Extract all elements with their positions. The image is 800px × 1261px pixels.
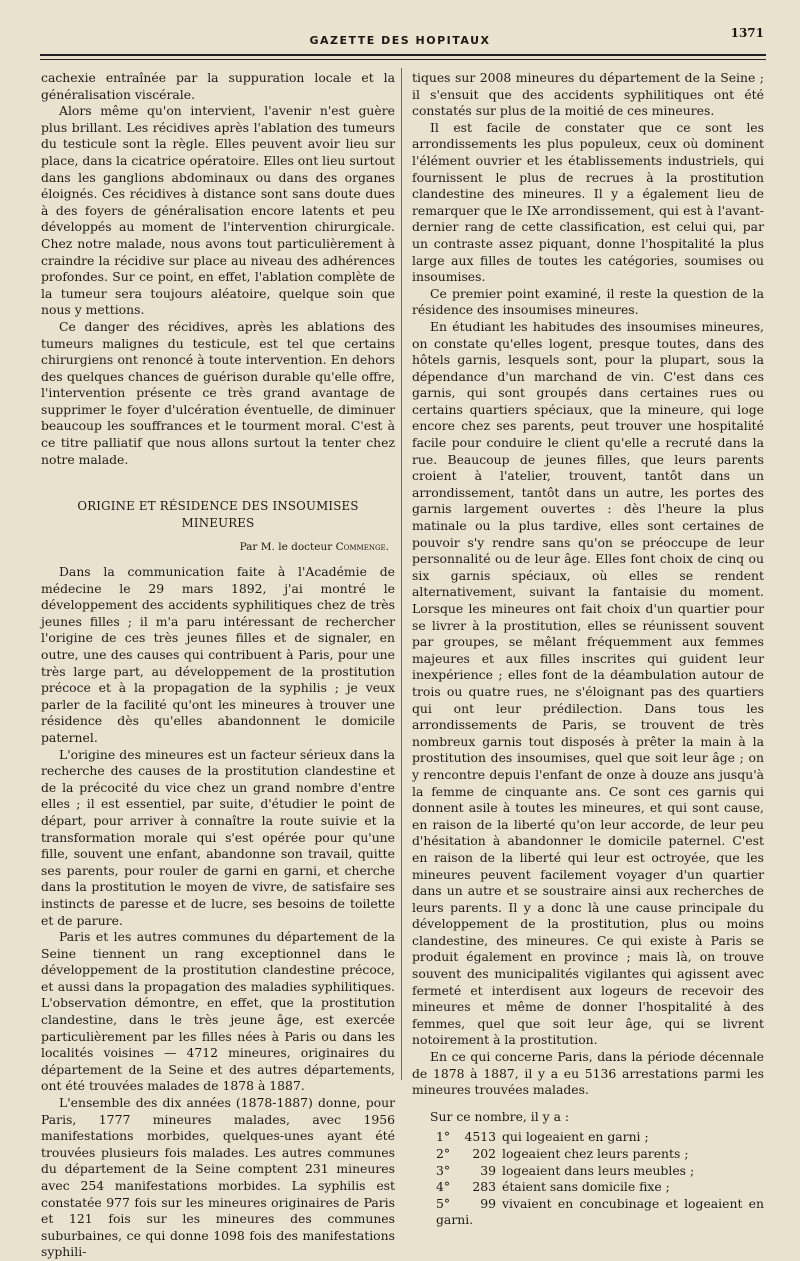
list-item: 4° 283 étaient sans domicile fixe ; bbox=[436, 1179, 670, 1195]
paragraph: Ce danger des récidives, après les ablations des tumeurs malignes du testicule, est tel que certains chirurgiens ont renoncé à toute intervention. En dehors des quelques chances de guérison durable qu'elle offre, l'intervention présente ce très grand avantage de supprimer le foyer d'ulcération éventuelle, de diminuer beaucoup les souffrances et le tourment moral. C'est à ce titre palliatif que nous allons surtout la tenter chez notre malade. bbox=[41, 318, 395, 467]
running-head bbox=[0, 26, 800, 52]
journal-title: GAZETTE DES HOPITAUX bbox=[309, 34, 491, 47]
list-item: 1° 4513 qui logeaient en garni ; bbox=[436, 1129, 649, 1145]
list-item: 5° 99 vivaient en concubinage et logeaient en garni. bbox=[436, 1195, 764, 1228]
paragraph: Il est facile de constater que ce sont les arrondissements les plus populeux, ceux où dominent l'élément ouvrier et les établissements industriels, qui fournissent le plus de recrues à la prostitution clandestine des mineures. Il y a également lieu de remarquer que le IXe arrondissement, qui est à l'avant-dernier rang de cette classification, est celui qui, par un contraste assez piquant, donne l'hospitalité la plus large aux filles de toutes les catégories, soumises ou insoumises. bbox=[412, 119, 764, 285]
column-divider bbox=[401, 68, 402, 1080]
paragraph: En étudiant les habitudes des insoumises mineures, on constate qu'elles logent, presque toutes, dans des hôtels garnis, lesquels sont, pour la plupart, sous la dépendance d'un marchand de vin. C'est dans ces garnis, qui sont groupés dans certaines rues ou certains quartiers spéciaux, que la mineure, qui loge encore chez ses parents, peut trouver une hospitalité facile pour conduire le client qu'elle a recruté dans la rue. Beaucoup de jeunes filles, que leurs parents croient à l'atelier, trouvent, tantôt dans un arrondissement, tantôt dans un autre, les portes des garnis largement ouvertes : dès l'heure la plus matinale ou la plus tardive, elles sont certaines de pouvoir s'y rendre sans qu'on se préoccupe de leur personnalité ou de leur âge. Elles font choix de cinq ou six garnis spéciaux, où elles se rendent alternativement, suivant la fantaisie du moment. Lorsque les mineures ont fait choix d'un quartier pour se livrer à la prostitution, elles se réunissent souvent par groupes, se mêlant fréquemment aux femmes majeures et aux filles inscrites qui guident leur inexpérience ; elles font de la déambulation autour de trois ou quatre rues, ne s'éloignant pas des quartiers qui ont leur prédilection. Dans tous les arrondissements de Paris, se trouvent de très nombreux garnis tout disposés à prêter la main à la prostitution des insoumises, quel que soit leur âge ; on y rencontre depuis l'enfant de onze à douze ans jusqu'à la femme de cinquante ans. Ce sont ces garnis qui donnent asile à toutes les mineures, et qui sont cause, en raison de la liberté qu'on leur accorde, de leur peu d'hésitation à abandonner le domicile paternel. C'est en raison de la liberté qui leur est octroyée, que les mineures peuvent facilement voyager d'un quartier dans un autre et se soustraire ainsi aux recherches de leurs parents. Il y a donc là une cause principale du développement de la prostitution, plus ou moins clandestine, des mineures. Ce qui existe à Paris se produit également en province ; mais là, on trouve souvent des municipalités vigilantes qui agissent avec fermeté et interdisent aux logeurs de recevoir des mineures et même de donner l'hospitalité à des femmes, quel que soit leur âge, qui se livrent notoirement à la prostitution. bbox=[412, 318, 764, 1048]
right-column bbox=[412, 70, 764, 1229]
left-column bbox=[41, 70, 395, 1261]
byline bbox=[41, 539, 389, 556]
paragraph: tiques sur 2008 mineures du département de la Seine ; il s'ensuit que des accidents syphilitiques ont été constatés sur plus de la moitié de ces mineures. bbox=[412, 70, 764, 119]
residence-list bbox=[412, 1129, 764, 1229]
article-title: ORIGINE ET RÉSIDENCE DES INSOUMISES MINEURES bbox=[77, 499, 359, 530]
paragraph: En ce qui concerne Paris, dans la période décennale de 1878 à 1887, il y a eu 5136 arrestations parmi les mineures trouvées malades. bbox=[412, 1049, 764, 1098]
list-item: 3° 39 logeaient dans leurs meubles ; bbox=[436, 1162, 695, 1178]
author-name: Commenge. bbox=[335, 541, 389, 554]
paragraph: Ce premier point examiné, il reste la question de la résidence des insoumises mineures. bbox=[412, 285, 764, 318]
paragraph: cachexie entraînée par la suppuration locale et la généralisation viscérale. bbox=[41, 70, 395, 102]
paragraph: L'origine des mineures est un facteur sérieux dans la recherche des causes de la prostitution clandestine et de la précocité du vice chez un grand nombre d'entre elles ; il est essentiel, par suite, d'étudier le point de départ, pour arriver à connaître la route suivie et la transformation morale qui s'est opérée pour qu'une fille, souvent une enfant, abandonne son travail, quitte ses parents, pour rouler de garni en garni, et cherche dans la prostitution le moyen de vivre, de satisfaire ses instincts de paresse et de lucre, ses besoins de toilette et de parure. bbox=[41, 746, 395, 928]
header-rule bbox=[40, 54, 766, 56]
paragraph: Dans la communication faite à l'Académie de médecine le 29 mars 1892, j'ai montré le développement des accidents syphilitiques chez de très jeunes filles ; il m'a paru intéressant de rechercher l'origine de ces très jeunes filles et de signaler, en outre, une des causes qui contribuent à Paris, pour une très large part, au développement de la prostitution précoce et à la propagation de la syphilis ; je veux parler de la facilité qu'ont les mineures à trouver une résidence dès qu'elles abandonnent le domicile paternel. bbox=[41, 564, 395, 745]
list-item: 2° 202 logeaient chez leurs parents ; bbox=[436, 1146, 689, 1161]
paragraph: L'ensemble des dix années (1878-1887) donne, pour Paris, 1777 mineures malades, avec 1956 manifestations morbides, quelques-unes ayant été trouvées plusieurs fois malades. Les autres communes du département de la Seine comptent 231 mineures avec 254 manifestations morbides. La syphilis est constatée 977 fois sur les mineures originaires de Paris et 121 fois sur les mineures des communes suburbaines, ce qui donne 1098 fois des manifestations syphili- bbox=[41, 1095, 395, 1260]
page-number: 1371 bbox=[730, 26, 764, 40]
header-rule-thin bbox=[40, 59, 766, 60]
paragraph: Alors même qu'on intervient, l'avenir n'est guère plus brillant. Les récidives après l'ablation des tumeurs du testicule sont la règle. Elles peuvent avoir lieu sur place, dans la cicatrice opératoire. Elles ont lieu surtout dans les ganglions abdominaux ou dans des organes éloignés. Ces récidives à distance sont sans doute dues à des foyers de généralisation encore latents et peu développés au moment de l'intervention chirurgicale. Chez notre malade, nous avons tout particulièrement à craindre la récidive sur place au niveau des adhérences profondes. Sur ce point, en effet, l'ablation complète de la tumeur sera toujours aléatoire, quelque soin que nous y mettions. bbox=[41, 103, 395, 318]
paragraph: Paris et les autres communes du département de la Seine tiennent un rang exceptionnel dans le développement de la prostitution clandestine précoce, et aussi dans la propagation des maladies syphilitiques. L'observation démontre, en effet, que la prostitution clandestine, dans le très jeune âge, est exercée particulièrement par les filles nées à Paris ou dans les localités voisines — 4712 mineures, originaires du département de la Seine et des autres départements, ont été trouvées malades de 1878 à 1887. bbox=[41, 929, 395, 1094]
list-intro: Sur ce nombre, il y a : bbox=[430, 1108, 570, 1124]
byline-prefix: Par M. le docteur bbox=[239, 541, 336, 554]
